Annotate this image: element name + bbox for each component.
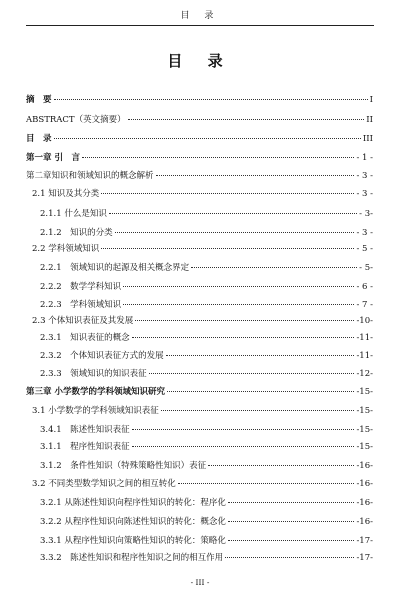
toc-entry-label: ABSTRACT（英文摘要）: [26, 115, 126, 125]
dot-leader: [123, 286, 354, 287]
toc-entry[interactable]: [40, 227, 373, 239]
toc-entry-label: 3.1 小学数学的学科领域知识表征: [32, 406, 159, 416]
dot-leader: [54, 99, 368, 100]
toc-entry[interactable]: [40, 299, 373, 311]
toc-entry-label: 第二章知识和领域知识的概念解析: [26, 171, 154, 181]
dot-leader: [128, 119, 365, 120]
dot-leader: [228, 521, 355, 522]
toc-entry[interactable]: [40, 516, 373, 528]
toc-entry[interactable]: [26, 386, 373, 398]
dot-leader: [178, 483, 355, 484]
toc-entry[interactable]: [40, 460, 373, 472]
dot-leader: [166, 355, 355, 356]
toc-entry-label: 2.2.2 数学学科知识: [40, 282, 122, 292]
toc-entry-page: - 5-: [359, 263, 373, 273]
toc-entry-label: 摘 要: [26, 95, 52, 105]
toc-entry-label: 3.4.1 陈述性知识表征: [40, 425, 130, 435]
toc-entry[interactable]: [40, 441, 373, 453]
toc-entry[interactable]: [40, 281, 373, 293]
dot-leader: [101, 193, 354, 194]
dot-leader: [82, 157, 354, 158]
toc-entry-page: -15-: [356, 406, 373, 416]
dot-leader: [115, 232, 355, 233]
toc-entry[interactable]: [40, 368, 373, 380]
dot-leader: [156, 175, 355, 176]
toc-entry-label: 2.1 知识及其分类: [32, 189, 100, 199]
toc-entry[interactable]: [32, 405, 373, 417]
dot-leader: [208, 465, 354, 466]
toc-entry[interactable]: [40, 552, 373, 564]
toc-entry-label: 2.3.1 知识表征的概念: [40, 333, 130, 343]
toc-entry-label: 第一章 引 言: [26, 153, 80, 163]
toc-entry-label: 2.2 学科领域知识: [32, 244, 100, 254]
toc-entry-label: 3.2 不同类型数学知识之间的相互转化: [32, 479, 176, 489]
running-header: 目 录: [26, 8, 374, 26]
toc-entry-label: 3.3.1 从程序性知识向策略性知识的转化：策略化: [40, 536, 226, 546]
toc-entry-page: - 5 -: [356, 244, 373, 254]
dot-leader: [132, 446, 355, 447]
toc-entry-page: - 3 -: [356, 171, 373, 181]
dot-leader: [132, 337, 355, 338]
dot-leader: [167, 391, 354, 392]
toc-entry[interactable]: [32, 188, 373, 200]
dot-leader: [228, 540, 355, 541]
toc-entry[interactable]: [26, 94, 373, 106]
toc-entry-page: -12-: [356, 369, 373, 379]
toc-entry[interactable]: [32, 243, 373, 255]
toc-entry[interactable]: [26, 152, 373, 164]
toc-entry[interactable]: [40, 424, 373, 436]
toc-entry-label: 3.2.2 从程序性知识向陈述性知识的转化：概念化: [40, 517, 226, 527]
dot-leader: [132, 429, 355, 430]
dot-leader: [135, 320, 354, 321]
toc-entry-label: 3.2.1 从陈述性知识向程序性知识的转化：程序化: [40, 498, 226, 508]
dot-leader: [228, 502, 355, 503]
toc-entry[interactable]: [32, 478, 373, 490]
toc-entry[interactable]: [40, 332, 373, 344]
toc-entry[interactable]: [26, 114, 373, 126]
toc-entry-page: - 1 -: [356, 153, 373, 163]
toc-entry-label: 2.3 个体知识表征及其发展: [32, 316, 134, 326]
toc-entry-page: I: [369, 95, 373, 105]
toc-entry-page: - 6 -: [356, 282, 373, 292]
toc-entry-label: 第三章 小学数学的学科领域知识研究: [26, 387, 165, 397]
toc-entry-page: -16-: [356, 498, 373, 508]
toc-entry-page: - 3-: [359, 209, 373, 219]
toc-entry-page: -10-: [356, 316, 373, 326]
toc-entry-label: 3.3.2 陈述性知识和程序性知识之间的相互作用: [40, 553, 224, 563]
toc-entry-page: -17-: [356, 553, 373, 563]
toc-entry[interactable]: [40, 208, 373, 220]
toc-entry-page: II: [366, 115, 373, 125]
toc-entry-page: -11-: [356, 351, 373, 361]
toc-entry-label: 2.2.1 领域知识的起源及相关概念界定: [40, 263, 190, 273]
dot-leader: [101, 248, 354, 249]
toc-entry-label: 3.1.1 程序性知识表征: [40, 442, 130, 452]
toc-entry-label: 2.1.2 知识的分类: [40, 228, 113, 238]
toc-entry-page: -16-: [356, 517, 373, 527]
toc-entry-label: 2.2.3 学科领域知识: [40, 300, 122, 310]
dot-leader: [225, 557, 354, 558]
toc-entry-page: -17-: [356, 536, 373, 546]
toc-entry-page: -15-: [356, 442, 373, 452]
page-title: 目 录: [167, 52, 233, 70]
dot-leader: [149, 373, 355, 374]
toc-entry[interactable]: [40, 262, 373, 274]
toc-entry-label: 2.1.1 什么是知识: [40, 209, 107, 219]
toc-entry[interactable]: [26, 170, 373, 182]
dot-leader: [123, 304, 354, 305]
toc-entry-page: -16-: [356, 461, 373, 471]
toc-entry[interactable]: [40, 535, 373, 547]
dot-leader: [191, 267, 357, 268]
toc-entry[interactable]: [40, 497, 373, 509]
toc-entry-page: III: [362, 134, 373, 144]
toc-entry-page: -16-: [356, 479, 373, 489]
toc-entry-label: 3.1.2 条件性知识（特殊策略性知识）表征: [40, 461, 207, 471]
toc-entry-page: -11-: [356, 333, 373, 343]
toc-entry-label: 目 录: [26, 134, 52, 144]
toc-entry-page: -15-: [356, 387, 373, 397]
page-number: - III -: [190, 578, 210, 587]
toc-entry-page: - 3 -: [356, 189, 373, 199]
toc-entry-label: 2.3.3 领域知识的知识表征: [40, 369, 147, 379]
toc-entry[interactable]: [26, 133, 373, 145]
toc-entry-page: - 7 -: [356, 300, 373, 310]
toc-entry-page: -15-: [356, 425, 373, 435]
dot-leader: [161, 410, 355, 411]
toc-entry[interactable]: [32, 315, 373, 327]
toc-entry-page: - 3 -: [356, 228, 373, 238]
dot-leader: [54, 138, 361, 139]
dot-leader: [109, 213, 357, 214]
toc-entry-label: 2.3.2 个体知识表征方式的发展: [40, 351, 164, 361]
toc-entry[interactable]: [40, 350, 373, 362]
